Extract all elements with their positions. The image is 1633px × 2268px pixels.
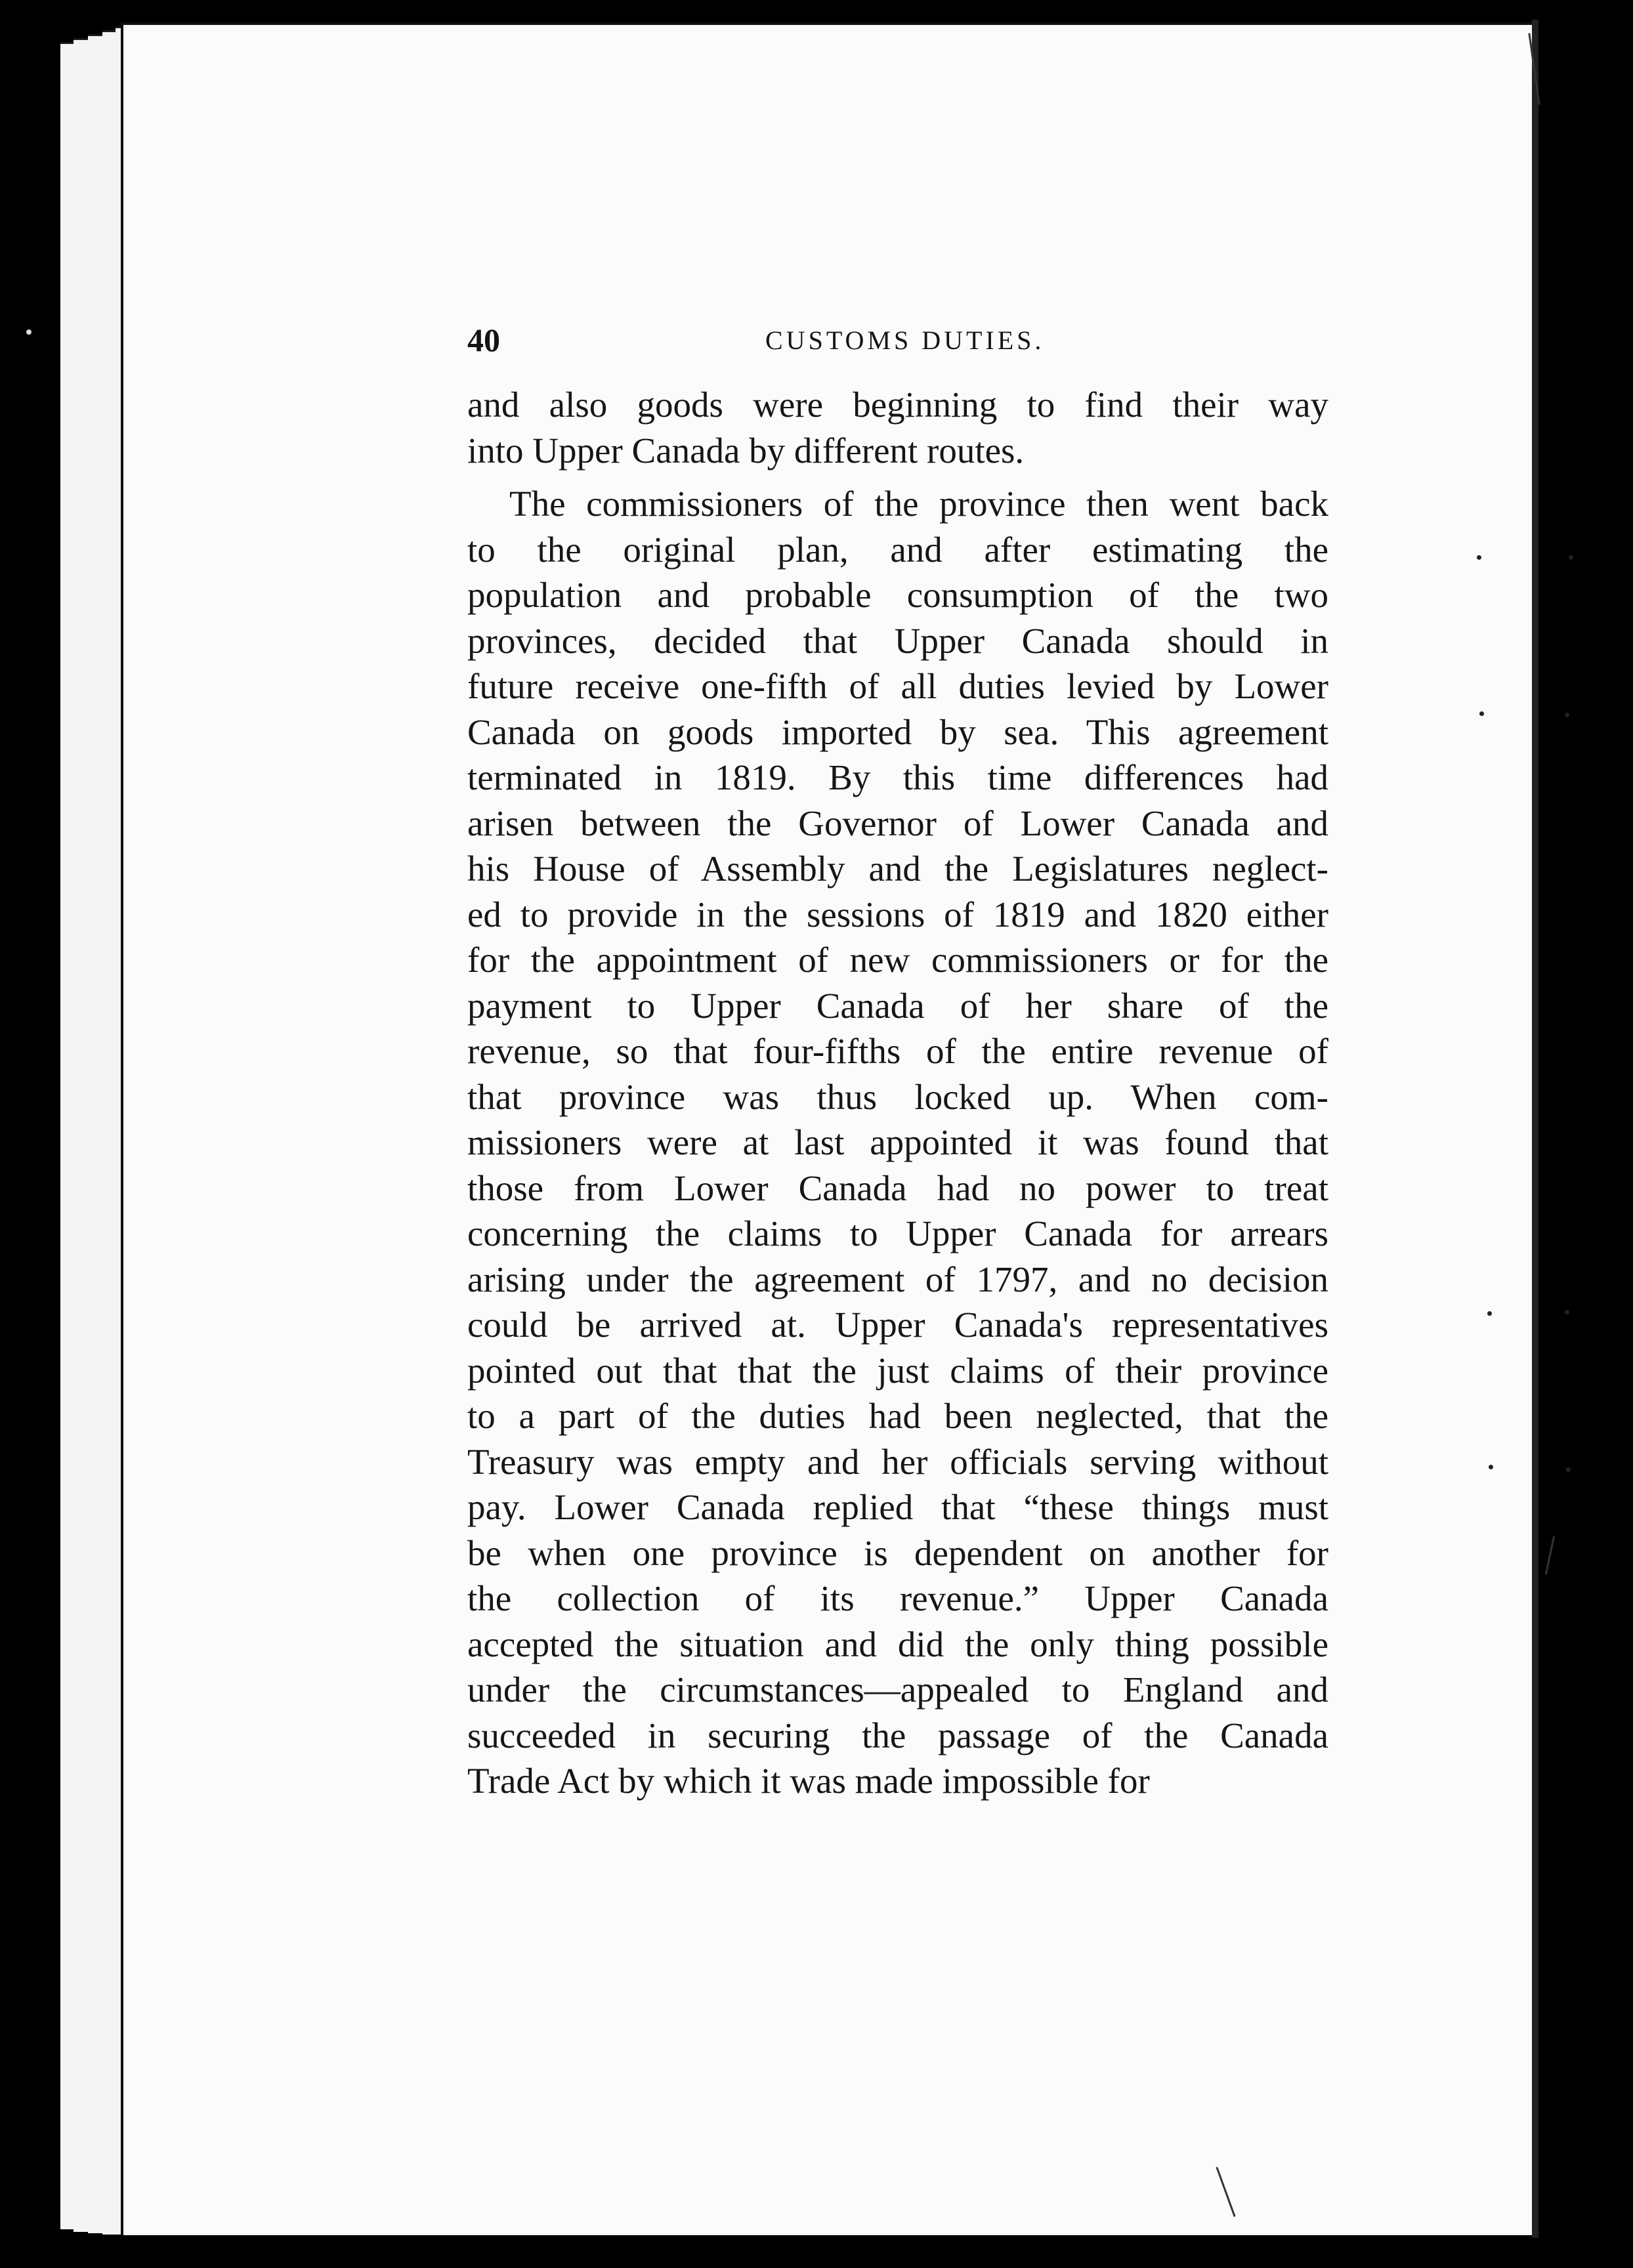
scan-speck	[26, 329, 32, 335]
running-head	[467, 320, 1328, 360]
text-line: for the appointment of new commissioners or for the	[467, 940, 1328, 980]
text-line: his House of Assembly and the Legislatures neglect-	[467, 849, 1328, 889]
text-line: Trade Act by which it was made impossible for	[467, 1761, 1150, 1801]
page-gutter-shadow	[1532, 20, 1538, 2238]
text-line: under the circumstances—appealed to England and	[467, 1670, 1328, 1710]
paragraph	[467, 481, 1328, 1804]
scan-scratch	[1545, 1536, 1555, 1574]
text-line: arising under the agreement of 1797, and no decision	[467, 1259, 1328, 1299]
scan-speck	[1489, 1465, 1493, 1469]
text-line: accepted the situation and did the only thing possible	[467, 1624, 1328, 1664]
scan-speck	[1487, 1311, 1492, 1316]
text-line: terminated in 1819. By this time differences had	[467, 757, 1328, 797]
text-line: those from Lower Canada had no power to treat	[467, 1167, 1328, 1208]
text-line: be when one province is dependent on another for	[467, 1532, 1328, 1573]
scan-speck	[1565, 713, 1569, 717]
text-line: Canada on goods imported by sea. This agreement	[467, 711, 1328, 752]
text-line: missioners were at last appointed it was found that	[467, 1122, 1328, 1162]
body-text	[467, 382, 1328, 1804]
text-line: to the original plan, and after estimating the	[467, 529, 1328, 570]
text-line: Treasury was empty and her officials serving without	[467, 1441, 1328, 1482]
text-line: into Upper Canada by different routes.	[467, 430, 1025, 471]
text-line: the collection of its revenue.” Upper Canada	[467, 1578, 1328, 1618]
text-line: succeeded in securing the passage of the Canada	[467, 1715, 1328, 1755]
text-line: arisen between the Governor of Lower Canada and	[467, 803, 1328, 843]
text-line: provinces, decided that Upper Canada should in	[467, 620, 1328, 661]
text-line: concerning the claims to Upper Canada for arrears	[467, 1213, 1328, 1253]
text-line: revenue, so that four-fifths of the entire revenue of	[467, 1031, 1328, 1071]
text-line: that province was thus locked up. When com-	[467, 1076, 1328, 1117]
text-line: and also goods were beginning to find their way	[467, 385, 1328, 425]
paragraph	[467, 382, 1328, 473]
text-line: future receive one-fifth of all duties levied by Lower	[467, 666, 1328, 706]
scan-speck	[1566, 1467, 1571, 1472]
scan-speck	[1565, 1310, 1569, 1314]
text-line: population and probable consumption of the two	[467, 575, 1328, 615]
page-number: 40	[467, 322, 500, 358]
running-title: CUSTOMS DUTIES.	[765, 326, 1045, 355]
text-line: pointed out that that the just claims of their province	[467, 1350, 1328, 1391]
text-line: ed to provide in the sessions of 1819 and 1820 either	[467, 894, 1328, 934]
scan-speck	[1477, 555, 1481, 560]
text-line: to a part of the duties had been neglected, that the	[467, 1396, 1328, 1436]
text-line: could be arrived at. Upper Canada's representatives	[467, 1305, 1328, 1345]
scan-speck	[1569, 555, 1573, 560]
scan-speck	[1479, 711, 1484, 716]
text-line: pay. Lower Canada replied that “these things must	[467, 1487, 1328, 1527]
text-line: payment to Upper Canada of her share of the	[467, 985, 1328, 1026]
text-line: The commissioners of the province then went back	[509, 484, 1328, 524]
